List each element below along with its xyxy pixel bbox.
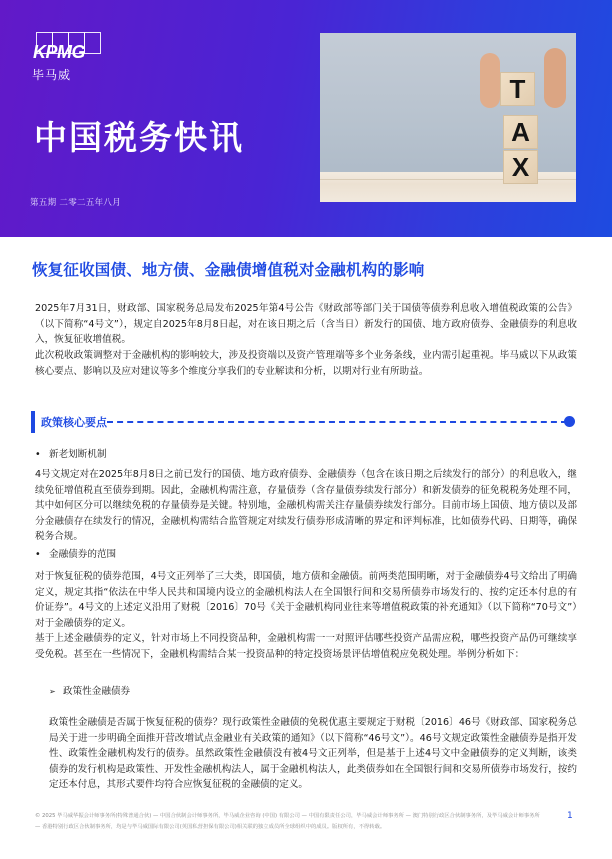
paragraph: 4号文规定对在2025年8月8日之前已发行的国债、地方政府债券、金融债券（包含在该日期之后续发行的部分）的利息收入，继续免征增值税直至债券到期。因此，金融机构需注意，存量债券（含存量债券续发行部分）和新发债券的征免税税务处理不同，其中如何区分可以继续免税的存量债券是关键。特别地，金融机构需关注存量债券续发行部分。目前市场上国债、地方债以及部分金融债存在续发行的情况，金融机构需结合监管规定对续发行债券形成清晰的界定和评判标准，比如债券代码、日期等，确保税务合规。 — [35, 469, 577, 542]
bullet-item — [35, 446, 107, 460]
section-dashed-line — [107, 421, 567, 423]
photo-block-a: A — [503, 115, 538, 149]
photo-thumb — [544, 48, 566, 108]
kpmg-logo-text: KPMG — [33, 42, 85, 62]
photo-block-t: T — [500, 72, 535, 106]
section-end-dot-icon — [564, 416, 575, 427]
bullet-icon: • — [35, 449, 41, 460]
kpmg-logo — [33, 32, 103, 62]
issue-date: 第五期 二零二五年八月 — [30, 198, 122, 208]
section-accent-bar — [31, 411, 35, 433]
bullet-label: 金融债券的范围 — [49, 549, 117, 560]
page-number: 1 — [567, 811, 573, 821]
tax-blocks-photo — [320, 33, 576, 202]
paragraph: 政策性金融债是否属于恢复征税的债券？现行政策性金融债的免税优惠主要规定于财税〔2016〕46号《财政部、国家税务总局关于进一步明确全面推开营改增试点金融业有关政策的通知》（以下简称“46号文”）。46号文规定政策性金融债券是指开发性、政策性金融机构发行的债券。虽然政策性金融债没有被4号文正列举，但是基于上述4号文中金融债券的定义判断，该类债券的发行机构是政策性、开发性金融机构法人，属于金融机构法人，此类债券如在全国银行间和交易所债券市场发行，按约定还本付息，其形式要件均符合应恢复征税的金融债的定义。 — [49, 717, 577, 790]
section-heading-label: 政策核心要点 — [41, 416, 107, 429]
bullet-icon: • — [35, 549, 41, 560]
bullet-item — [35, 546, 116, 560]
paragraph: 对于恢复征税的债券范围，4号文正列举了三大类，即国债，地方债和金融债。前两类范围明晰，对于金融债券4号文给出了明确定义，规定其指“依法在中华人民共和国境内设立的金融机构法人在全国银行间和交易所债券市场发行的、按约定还本付息的有价证券”。4号文的上述定义沿用了财税〔2016〕70号《关于金融机构同业往来等增值税政策的补充通知》（以下简称“70号文”）对于金融债券的定义。 — [35, 571, 577, 629]
footer-legal-text: © 2025 毕马威华振会计师事务所(特殊普通合伙) — 中国合伙制会计师事务所，毕马威企业咨询 (中国) 有限公司 — 中国有限责任公司，毕马威会计师事务所 — 澳门特别行政区合伙制事务所，及毕马威会计师事务所 — 香港特别行政区合伙制事务所，均是与毕马威国际有限公司(英国私营担保有限公司)相关联的独立成员所全球组织中的成员。版权所有，不得转载。 — [35, 813, 540, 830]
article-title: 恢复征收国债、地方债、金融债增值税对金融机构的影响 — [32, 261, 425, 279]
paragraph: 基于上述金融债券的定义，针对市场上不同投资品种，金融机构需一一对照评估哪些投资产品需应税，哪些投资产品仍可继续享受免税。甚至在一些情况下，金融机构需结合某一投资品种的特定投资场景评估增值税应免税处理。举例分析如下： — [35, 633, 577, 660]
bullet-label: 新老划断机制 — [49, 449, 107, 460]
header-banner — [0, 0, 612, 237]
intro-paragraph-1: 2025年7月31日，财政部、国家税务总局发布2025年第4号公告《财政部等部门关于国债等债券利息收入增值税政策的公告》（以下简称“4号文”），规定自2025年8月8日起，对在该日期之后（含当日）新发行的国债、地方政府债券、金融债券的利息收入，恢复征收增值税。 — [35, 303, 577, 345]
kpmg-chinese-name: 毕马威 — [32, 68, 72, 82]
sub-bullet-item — [49, 683, 130, 697]
arrow-bullet-icon: ➢ — [49, 687, 56, 696]
photo-finger — [480, 53, 500, 108]
section-heading — [31, 411, 579, 433]
photo-block-x: X — [503, 150, 538, 184]
intro-paragraph-2: 此次税收政策调整对于金融机构的影响较大，涉及投资端以及资产管理端等多个业务条线，业内需引起重视。毕马威以下从政策核心要点、影响以及应对建议等多个维度分享我们的专业解读和分析，以期对行业有所助益。 — [35, 350, 577, 377]
newsletter-title: 中国税务快讯 — [34, 118, 244, 157]
sub-bullet-label: 政策性金融债券 — [63, 686, 131, 697]
